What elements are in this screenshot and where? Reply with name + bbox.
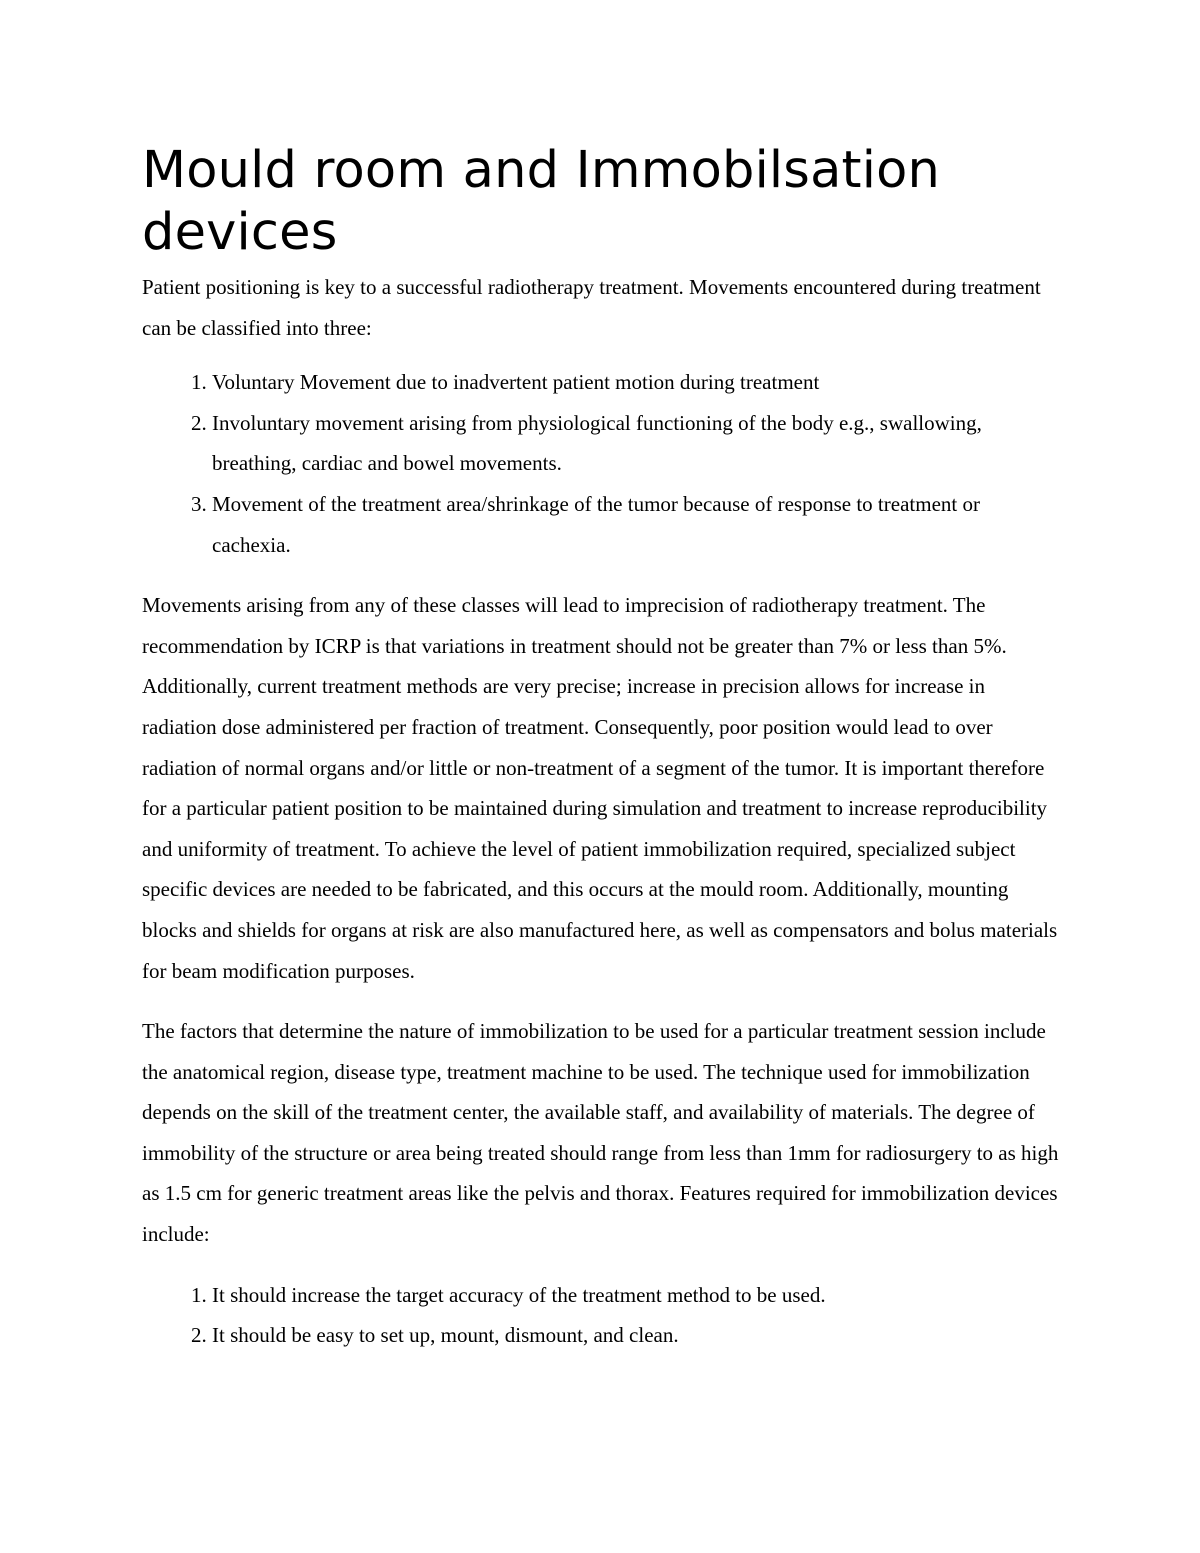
list-item: 3. Movement of the treatment area/shrinkage of the tumor because of response to treatment or cachexia. <box>212 484 1062 565</box>
intro-paragraph: Patient positioning is key to a successful radiotherapy treatment. Movements encountered during treatment can be classified into three: <box>142 275 1041 340</box>
list-item: 1. Voluntary Movement due to inadvertent patient motion during treatment <box>212 362 1062 403</box>
list-item: 1. It should increase the target accuracy of the treatment method to be used. <box>212 1275 1062 1316</box>
movement-classes-list <box>142 362 1062 565</box>
document-title: Mould room and Immobilsation devices <box>142 141 941 262</box>
list-item: 2. It should be easy to set up, mount, dismount, and clean. <box>212 1315 1062 1356</box>
document-page <box>142 140 1062 1376</box>
device-features-list <box>142 1275 1062 1356</box>
body-paragraph-movements: Movements arising from any of these classes will lead to imprecision of radiotherapy treatment. The recommendation by ICRP is that variations in treatment should not be greater than 7% or less than 5%. Additionally, current treatment methods are very precise; increase in precision allows for increase in radiation dose administered per fraction of treatment. Consequently, poor position would lead to over radiation of normal organs and/or little or non-treatment of a segment of the tumor. It is important therefore for a particular patient position to be maintained during simulation and treatment to increase reproducibility and uniformity of treatment. To achieve the level of patient immobilization required, specialized subject specific devices are needed to be fabricated, and this occurs at the mould room. Additionally, mounting blocks and shields for organs at risk are also manufactured here, as well as compensators and bolus materials for beam modification purposes. <box>142 593 1058 983</box>
list-item: 2. Involuntary movement arising from physiological functioning of the body e.g., swallowing, breathing, cardiac and bowel movements. <box>212 403 1062 484</box>
body-paragraph-factors: The factors that determine the nature of immobilization to be used for a particular treatment session include the anatomical region, disease type, treatment machine to be used. The technique used for immobilization depends on the skill of the treatment center, the available staff, and availability of materials. The degree of immobility of the structure or area being treated should range from less than 1mm for radiosurgery to as high as 1.5 cm for generic treatment areas like the pelvis and thorax. Features required for immobilization devices include: <box>142 1019 1059 1247</box>
